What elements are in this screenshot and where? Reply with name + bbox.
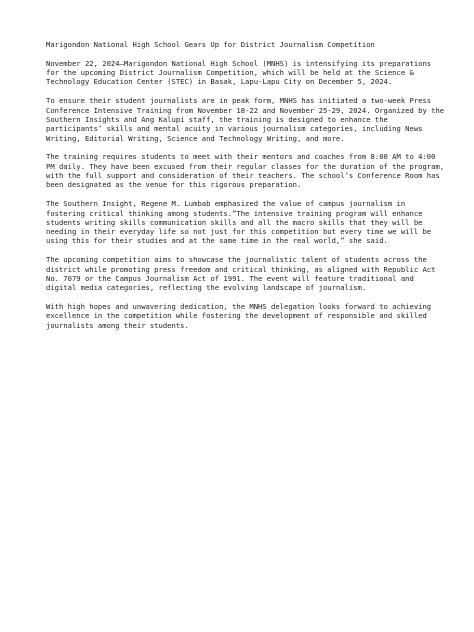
article-paragraph-competition: The upcoming competition aims to showcase the journalistic talent of students across the district while promoting press freedom and critical thinking, as aligned with Republic Act No. 7079 or the Campus Journalism Act of 1991. The event will feature traditional and digital media categories, reflecting the evolving landscape of journalism. bbox=[46, 255, 436, 293]
article-paragraph-training: To ensure their student journalists are in peak form, MNHS has initiated a two-week Press Conference Intensive Training from November 18-22 and November 25-29, 2024. Organized by the Southern Insights and Ang Kalupi staff, the training is designed to enhance the participants’ skills and mental acuity in various journalism categories, including News Writing, Editorial Writing, Science and Technology Writing, and more. bbox=[46, 96, 445, 143]
document-page bbox=[46, 40, 446, 340]
article-paragraph-schedule: The training requires students to meet with their mentors and coaches from 8:00 AM to 4:00 PM daily. They have been excused from their regular classes for the duration of the program, with the full support and consideration of their teachers. The school’s Conference Room has been designated as the venue for this rigorous preparation. bbox=[46, 152, 445, 190]
article-paragraph-dateline: November 22, 2024—Marigondon National High School (MNHS) is intensifying its preparations for the upcoming District Journalism Competition, which will be held at the Science & Technology Education Center (STEC) in Basak, Lapu-Lapu City on December 5, 2024. bbox=[46, 58, 432, 87]
article-title: Marigondon National High School Gears Up for District Journalism Competition bbox=[46, 40, 375, 49]
article-paragraph-closing: With high hopes and unwavering dedication, the MNHS delegation looks forward to achieving excellence in the competition while fostering the development of responsible and skilled journalists among their students. bbox=[46, 302, 432, 330]
article-paragraph-quote: The Southern Insight, Regene M. Lumbab emphasized the value of campus journalism in fostering critical thinking among students.”The intensive training program will enhance students writing skills communication skills and all the macro skills that they will be needing in their everyday life so not just for this competition but every time we will be using this for their studies and at the same time in the real world,” she said. bbox=[46, 199, 432, 246]
